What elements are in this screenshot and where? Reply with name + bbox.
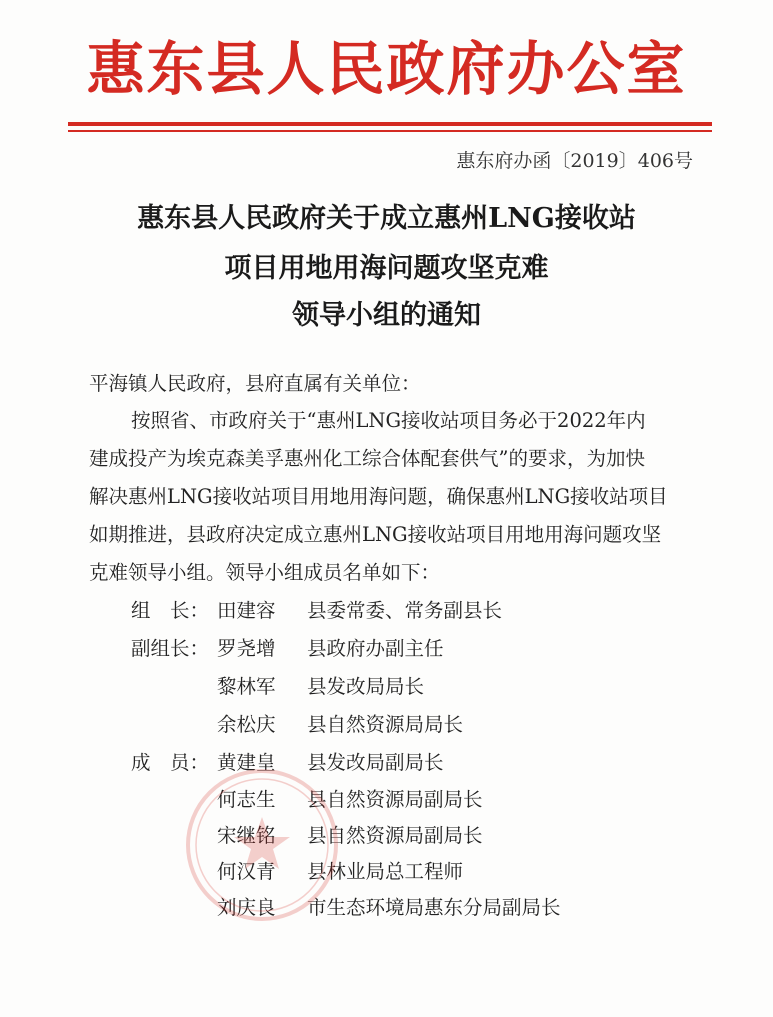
title-line-1: 惠东县人民政府关于成立惠州LNG接收站	[137, 203, 636, 234]
issuer-header: 惠东县人民政府办公室	[86, 35, 687, 103]
role-deputy-label: 副组长：	[131, 637, 210, 660]
member-title: 县自然资源局副局长	[307, 824, 483, 847]
role-leader-label: 组 长：	[131, 599, 210, 622]
member-title: 县自然资源局副局长	[307, 788, 483, 811]
member-name: 田建容	[217, 599, 276, 622]
role-members-label: 成 员：	[131, 751, 210, 774]
official-seal-watermark	[182, 765, 342, 925]
member-name: 何志生	[217, 788, 276, 811]
title-line-3: 领导小组的通知	[292, 300, 481, 331]
body-line: 解决惠州LNG接收站项目用地用海问题，确保惠州LNG接收站项目	[89, 485, 668, 508]
body-line: 按照省、市政府关于“惠州LNG接收站项目务必于2022年内	[131, 409, 646, 432]
salutation: 平海镇人民政府，县府直属有关单位：	[89, 372, 421, 395]
header-red-rule	[68, 122, 712, 126]
member-title: 市生态环境局惠东分局副局长	[307, 896, 561, 919]
title-line-2: 项目用地用海问题攻坚克难	[224, 253, 549, 284]
member-name: 黄建皇	[217, 751, 276, 774]
member-title: 县发改局局长	[307, 675, 425, 698]
member-title: 县政府办副主任	[307, 637, 444, 660]
member-title: 县自然资源局局长	[307, 713, 464, 736]
member-title: 县林业局总工程师	[307, 860, 464, 883]
member-name: 罗尧增	[217, 637, 276, 660]
body-line: 克难领导小组。领导小组成员名单如下：	[89, 561, 441, 584]
member-name: 刘庆良	[217, 896, 276, 919]
member-title: 县委常委、常务副县长	[307, 599, 503, 622]
document-number: 惠东府办函〔2019〕406号	[456, 150, 693, 172]
member-name: 何汉青	[217, 860, 276, 883]
member-name: 余松庆	[217, 713, 276, 736]
body-line: 如期推进，县政府决定成立惠州LNG接收站项目用地用海问题攻坚	[89, 523, 662, 546]
header-red-thin-rule	[68, 130, 712, 132]
member-name: 宋继铭	[217, 824, 276, 847]
member-name: 黎林军	[217, 675, 276, 698]
body-line: 建成投产为埃克森美孚惠州化工综合体配套供气”的要求，为加快	[89, 447, 645, 470]
member-title: 县发改局副局长	[307, 751, 444, 774]
